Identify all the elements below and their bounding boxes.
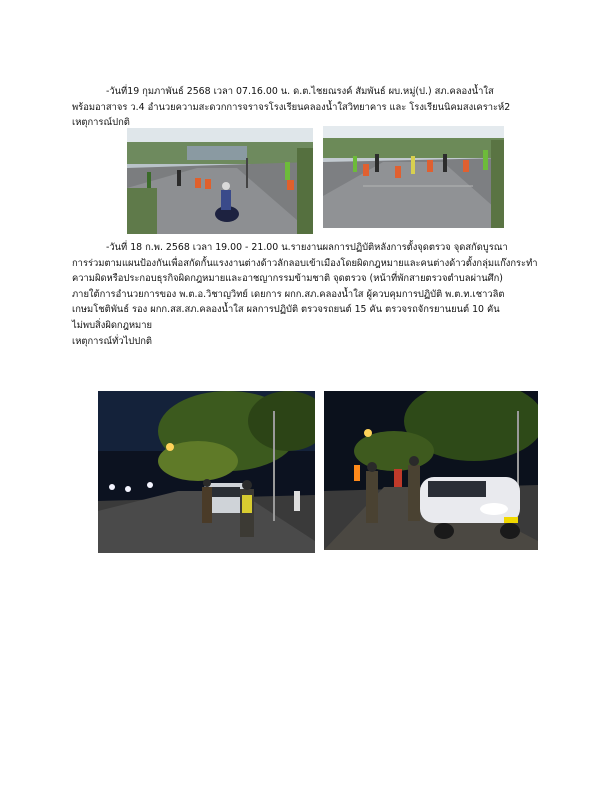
section-1-line-2: พร้อมอาสาจร ว.4 อำนวยความสะดวกการจราจรโรงเรียนคลองน้ำใสวิทยาคาร และ โรงเรียนนิคมสงเคราะห์2 (72, 101, 511, 113)
section-1-text (72, 84, 540, 131)
section-2-line-1: -วันที่ 18 ก.พ. 2568 เวลา 19.00 - 21.00 น.รายงานผลการปฏิบัติหลังการตั้งจุดตรวจ จุดสกัดบูรณา (106, 242, 508, 253)
section-2-line-3: ความผิดหรือประกอบธุรกิจผิดกฎหมายและอาชญากรรมข้ามชาติ จุดตรวจ (หน้าที่พักสายตรวจตำบลผ่านศึก) (72, 273, 503, 285)
section-2-line-4: ภายใต้การอำนวยการของ พ.ต.อ.วิชาญวิทย์ เดยการ ผกก.สภ.คลองน้ำใส ผู้ควบคุมการปฏิบัติ พ.ต.ท.เชาวลิต (72, 288, 505, 300)
section-1-line-1: -วันที่19 กุมภาพันธ์ 2568 เวลา 07.16.00 น. ด.ต.ไชยณรงค์ สัมพันธ์ ผบ.หมู่(ป.) สภ.คลองน้ำใส (106, 86, 494, 97)
photo-day-traffic-left (127, 128, 313, 234)
section-1-line-3: เหตุการณ์ปกติ (72, 117, 130, 129)
photo-night-checkpoint-right (324, 391, 538, 550)
photo-day-traffic-right (323, 126, 504, 228)
section-2-line-6: ไม่พบสิ่งผิดกฎหมาย (72, 319, 152, 331)
section-2-line-5: เกษมโชติพันธ์ รอง ผกก.สส.สภ.คลองน้ำใส ผลการปฏิบัติ ตรวจรถยนต์ 15 คัน ตรวจรถจักรยานยนต์ 10 คัน (72, 304, 500, 316)
section-2-line-7: เหตุการณ์ทั่วไปปกติ (72, 335, 152, 347)
section-2-line-2: การร่วมตามแผนป้องกันเพื่อสกัดกั้นแรงงานต่างด้าวลักลอบเข้าเมืองโดยผิดกฎหมายและคนต่างด้าวตั้งกลุ่มแก๊งกระทำ (72, 257, 538, 269)
photo-night-checkpoint-left (98, 391, 315, 553)
section-2-text (72, 240, 540, 349)
